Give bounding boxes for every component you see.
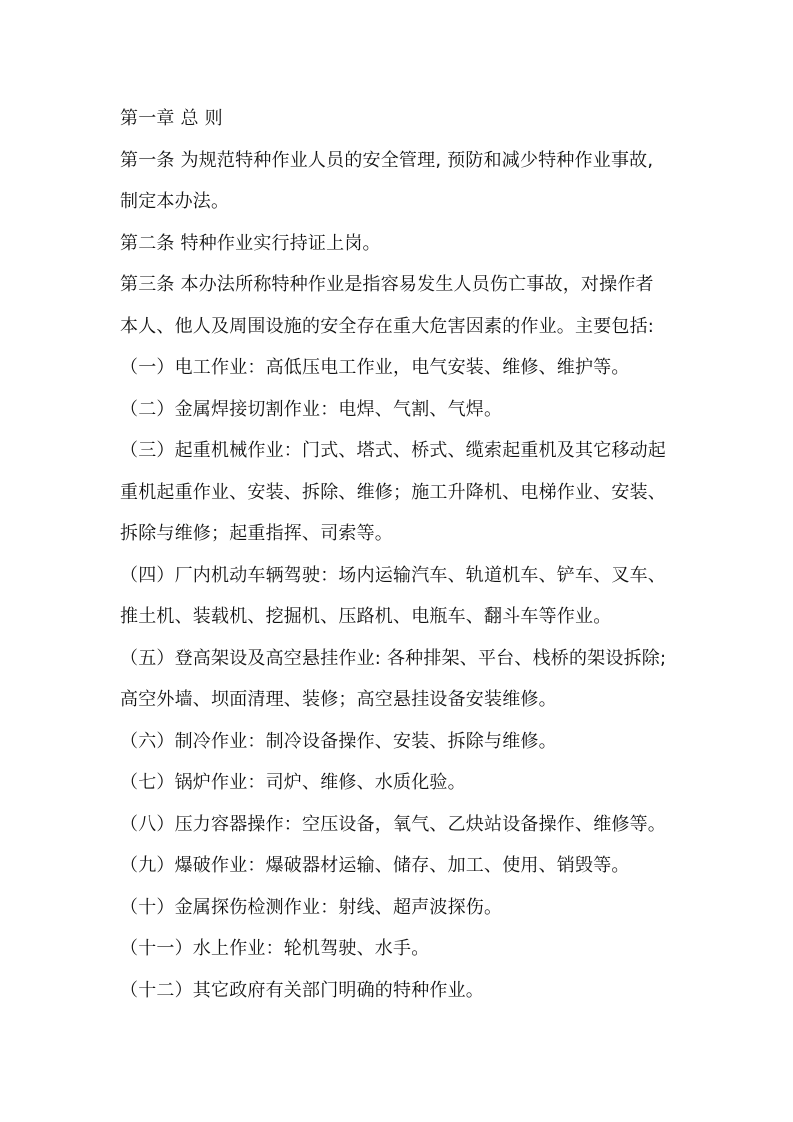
list-item-5-line-2: 高空外墙、坝面清理、装修；高空悬挂设备安装维修。 — [120, 689, 557, 710]
list-item-10: （十）金属探伤检测作业：射线、超声波探伤。 — [120, 896, 503, 918]
list-item-3-line-3: 拆除与维修；起重指挥、司索等。 — [120, 523, 393, 544]
article-3-line-2: 本人、他人及周围设施的安全存在重大危害因素的作业。主要包括: — [120, 315, 655, 337]
list-item-3-line-1: （三）起重机械作业：门式、塔式、桥式、缆索起重机及其它移动起 — [120, 440, 666, 461]
list-item-3-line-2: 重机起重作业、安装、拆除、维修；施工升降机、电梯作业、安装、 — [120, 481, 666, 503]
document-body — [120, 98, 680, 1011]
chapter-heading: 第一章 总 则 — [120, 108, 223, 129]
list-item-1: （一）电工作业：高低压电工作业，电气安装、维修、维护等。 — [120, 357, 630, 378]
list-item-7: （七）锅炉作业：司炉、维修、水质化验。 — [120, 772, 466, 793]
article-2: 第二条 特种作业实行持证上岗。 — [120, 232, 381, 254]
list-item-4-line-2: 推土机、装载机、挖掘机、压路机、电瓶车、翻斗车等作业。 — [120, 606, 612, 627]
list-item-4-line-1: （四）厂内机动车辆驾驶：场内运输汽车、轨道机车、铲车、叉车、 — [120, 564, 666, 586]
list-item-9: （九）爆破作业：爆破器材运输、储存、加工、使用、销毁等。 — [120, 855, 630, 876]
list-item-6: （六）制冷作业：制冷设备操作、安装、拆除与维修。 — [120, 730, 557, 752]
article-1-line-2: 制定本办法。 — [120, 191, 230, 212]
list-item-2: （二）金属焊接切割作业：电焊、气割、气焊。 — [120, 398, 503, 420]
list-item-8: （八）压力容器操作：空压设备，氧气、乙炔站设备操作、维修等。 — [120, 813, 666, 835]
list-item-11: （十一）水上作业：轮机驾驶、水手。 — [120, 938, 430, 959]
list-item-5-line-1: （五）登高架设及高空悬挂作业: 各种排架、平台、栈桥的架设拆除; — [120, 647, 667, 669]
article-3-line-1: 第三条 本办法所称特种作业是指容易发生人员伤亡事故，对操作者 — [120, 274, 654, 295]
list-item-12: （十二）其它政府有关部门明确的特种作业。 — [120, 979, 484, 1001]
article-1-line-1: 第一条 为规范特种作业人员的安全管理, 预防和减少特种作业事故, — [120, 149, 654, 171]
